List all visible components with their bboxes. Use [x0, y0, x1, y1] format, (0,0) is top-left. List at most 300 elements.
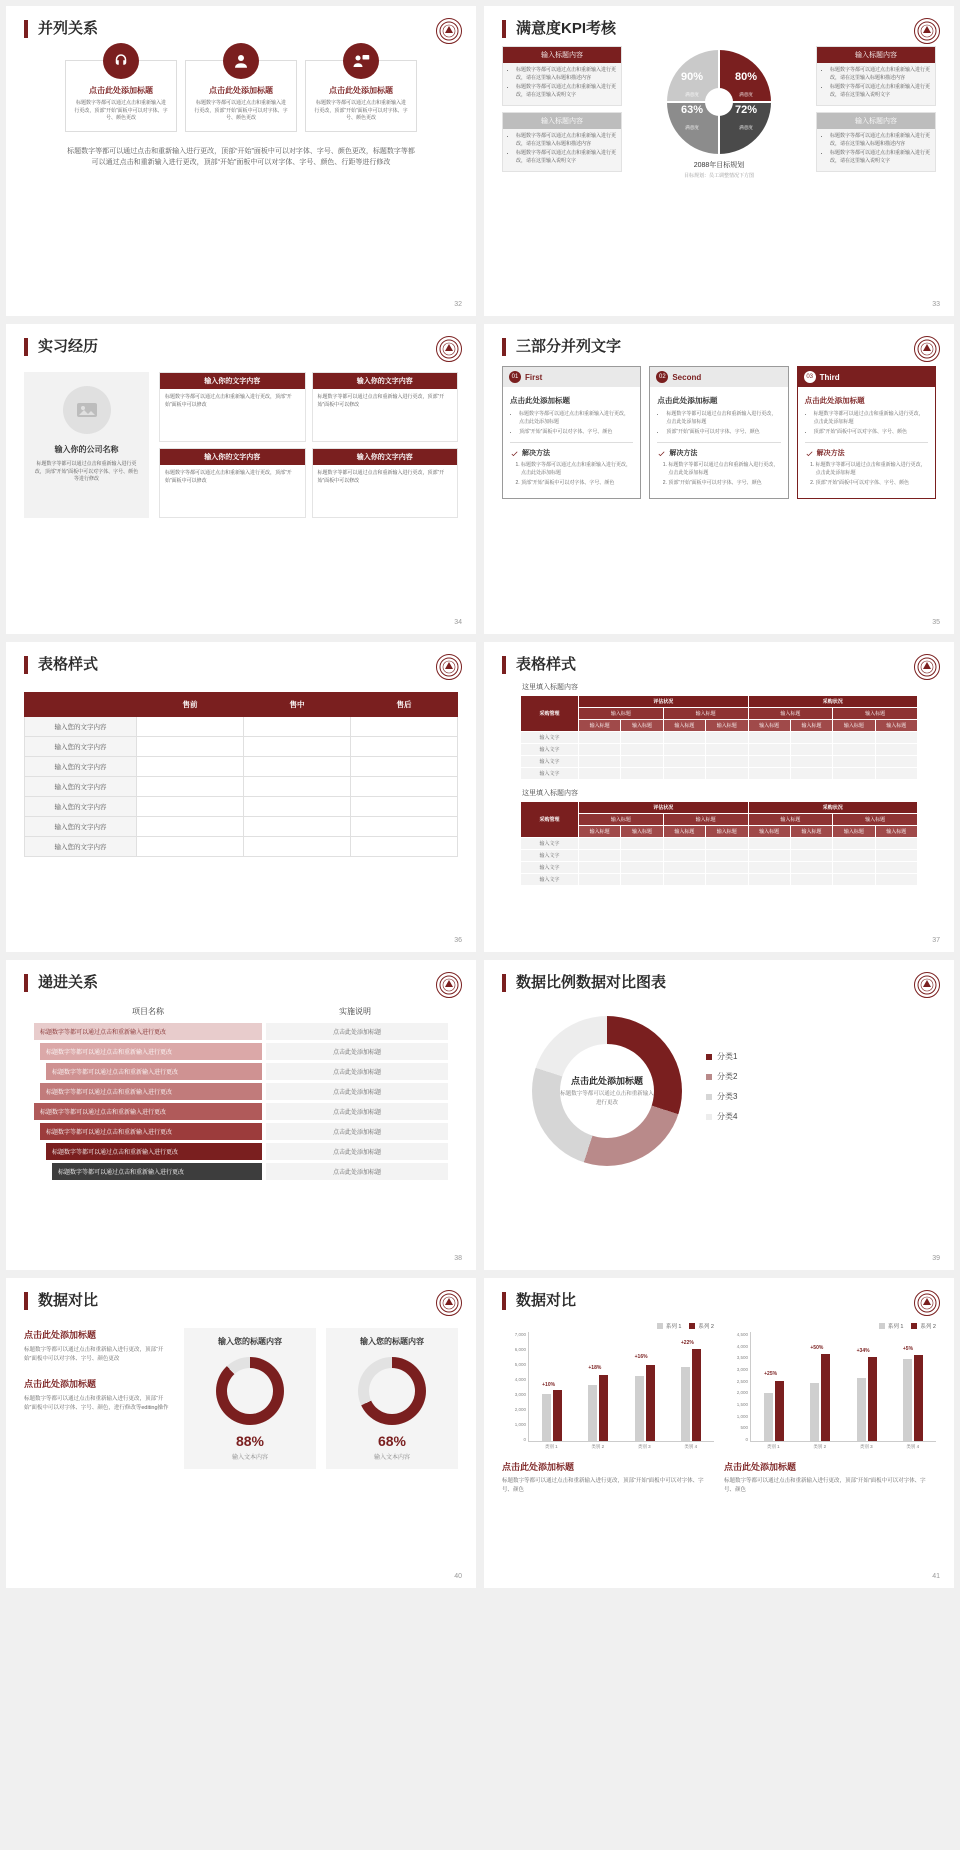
cell[interactable] [244, 777, 351, 797]
card-body: 标题数字等都可以通过点击和重新输入进行更改，顶部“开始”面板中可以对字体、字号、颜色更改 [74, 100, 168, 121]
row-bar[interactable]: 标题数字等都可以通过点击和重新输入进行更改 [52, 1163, 262, 1180]
page-number: 37 [932, 937, 940, 944]
subsub-header: 输入标题 [833, 720, 875, 732]
page-title: 数据对比 [502, 1292, 936, 1310]
column-body [798, 387, 935, 498]
row-label[interactable]: 输入您的文字内容 [25, 817, 137, 837]
cell-body: 标题数字等都可以通过点击和重新输入进行更改，顶部“开始”面板中可以修改 [160, 389, 305, 441]
cell-header: 输入你的文字内容 [313, 449, 458, 465]
chart-legend [706, 1051, 737, 1131]
cell[interactable] [351, 837, 458, 857]
bar-annotation: +18% [588, 1364, 602, 1371]
slide-38 [6, 960, 476, 1270]
cell[interactable] [351, 717, 458, 737]
block-heading: 点击此处添加标题 [24, 1330, 97, 1340]
solution-label: 解决方法 [522, 450, 550, 458]
row-label[interactable]: 输入文字 [521, 862, 579, 874]
subsub-header: 输入标题 [706, 826, 748, 838]
university-seal-logo [914, 336, 940, 362]
company-panel[interactable] [24, 372, 149, 518]
legend-item[interactable]: 分类2 [706, 1071, 737, 1082]
cell[interactable] [137, 837, 244, 857]
cell[interactable] [244, 817, 351, 837]
row-bar[interactable]: 标题数字等都可以通过点击和重新输入进行更改 [46, 1143, 262, 1160]
column-body [650, 387, 787, 498]
company-name: 输入你的公司名称 [54, 445, 119, 454]
cell[interactable] [351, 817, 458, 837]
page-title: 满意度KPI考核 [502, 20, 936, 38]
step: 1. 标题数字等都可以通过点击和重新输入进行更改，点击此处添加标题 [668, 462, 780, 478]
page-number: 36 [454, 937, 462, 944]
legend-item[interactable]: 系列 2 [689, 1322, 714, 1330]
step: 2. 顶部“开始”面板中可以对字体、字号、颜色 [668, 480, 780, 488]
bullet: • 顶部“开始”面板中可以对字体、字号、颜色 [519, 429, 633, 437]
cell[interactable] [351, 737, 458, 757]
row-label[interactable]: 输入您的文字内容 [25, 777, 137, 797]
card-title: 点击此处添加标题 [89, 86, 153, 95]
progressive-row [34, 1063, 448, 1080]
info-item: • 标题数字等都可以通过点击和重新输入进行更改，请在这里输入说明文字 [830, 150, 930, 165]
chart-legend [724, 1322, 936, 1330]
row-bar[interactable]: 标题数字等都可以通过点击和重新输入进行更改 [40, 1083, 262, 1100]
info-box-body [503, 129, 621, 171]
donut-title: 点击此处添加标题 [570, 1076, 643, 1087]
column-body [503, 387, 640, 498]
group-header: 评估状况 [579, 696, 749, 708]
page-title: 数据比例数据对比图表 [502, 974, 936, 992]
table-row [25, 717, 458, 737]
table-subheader-row [521, 814, 918, 826]
table-row [25, 817, 458, 837]
kpi-note [684, 160, 754, 179]
cell-body: 标题数字等都可以通过点击和重新输入进行更改，顶部“开始”面板中可以修改 [313, 465, 458, 517]
table-row [521, 744, 918, 756]
legend-item[interactable]: 分类4 [706, 1111, 737, 1122]
row-label[interactable]: 输入您的文字内容 [25, 837, 137, 857]
data-table [24, 692, 458, 857]
purchase-table-1 [520, 695, 918, 780]
slide-34 [6, 324, 476, 634]
card-heading: 输入您的标题内容 [218, 1337, 282, 1346]
cell[interactable] [351, 777, 458, 797]
row-desc[interactable]: 点击此处添加标题 [266, 1163, 448, 1180]
column-heading: 点击此处添加标题 [510, 396, 570, 405]
table-row [521, 756, 918, 768]
progressive-row [34, 1083, 448, 1100]
progressive-row [34, 1043, 448, 1060]
bullet: • 标题数字等都可以通过点击和重新输入进行更改，点击此处添加标题 [519, 411, 633, 427]
table-subheader-row [521, 708, 918, 720]
check-icon [510, 449, 519, 458]
caption-body: 标题数字等都可以通过点击和重新输入进行更改，顶部“开始”面板中可以对字体、字号、颜色 [502, 1478, 704, 1494]
kpi-left-column [502, 46, 622, 179]
kpi-note-title: 2088年目标规划 [693, 162, 745, 169]
bullet: • 标题数字等都可以通过点击和重新输入进行更改，点击此处添加标题 [666, 411, 780, 427]
subsub-header: 输入标题 [748, 826, 790, 838]
card-title: 点击此处添加标题 [329, 86, 393, 95]
row-label[interactable]: 输入您的文字内容 [25, 717, 137, 737]
cell[interactable] [137, 797, 244, 817]
column-third[interactable] [797, 366, 936, 499]
card-heading: 输入您的标题内容 [360, 1337, 424, 1346]
caption-body: 标题数字等都可以通过点击和重新输入进行更改，顶部“开始”面板中可以对字体、字号、颜色 [724, 1478, 926, 1494]
slide-35 [484, 324, 954, 634]
row-desc[interactable]: 点击此处添加标题 [266, 1143, 448, 1160]
info-box[interactable] [502, 46, 622, 106]
legend-item[interactable]: 系列 1 [657, 1322, 682, 1330]
caption-title: 点击此处添加标题 [502, 1462, 575, 1472]
table-row [25, 757, 458, 777]
row-desc[interactable]: 点击此处添加标题 [266, 1023, 448, 1040]
subsub-header: 输入标题 [579, 720, 621, 732]
column-number: 01 [509, 371, 521, 383]
info-item: • 标题数字等都可以通过点击和重新输入进行更改，请在这里输入说明文字 [830, 84, 930, 99]
column-heading: 点击此处添加标题 [804, 396, 865, 405]
corner-header: 采购管理 [521, 802, 579, 838]
slide-36 [6, 642, 476, 952]
info-box-header: 输入标题内容 [817, 47, 935, 63]
table-row [25, 837, 458, 857]
info-item: • 标题数字等都可以通过点击和重新输入进行更改，请在这里输入标题和描述内容 [516, 67, 616, 82]
row-label[interactable]: 输入文字 [521, 744, 579, 756]
card-title: 点击此处添加标题 [209, 86, 273, 95]
row-bar[interactable]: 标题数字等都可以通过点击和重新输入进行更改 [46, 1063, 262, 1080]
page-title: 三部分并列文字 [502, 338, 936, 356]
cell-body: 标题数字等都可以通过点击和重新输入进行更改，顶部“开始”面板中可以修改 [160, 465, 305, 517]
bar-annotation: +34% [856, 1348, 870, 1355]
x-axis: 类别 1 类别 2 类别 3 类别 4 [544, 1444, 698, 1449]
sub-header: 输入标题 [663, 814, 748, 826]
info-item: • 标题数字等都可以通过点击和重新输入进行更改，请在这里输入标题和描述内容 [830, 67, 930, 82]
row-label[interactable]: 输入文字 [521, 756, 579, 768]
experience-cell[interactable] [312, 448, 459, 518]
col-header-blank [25, 693, 137, 717]
cell[interactable] [137, 717, 244, 737]
progressive-row [34, 1103, 448, 1120]
text-column [24, 1328, 174, 1469]
subsub-header: 输入标题 [790, 720, 832, 732]
y-axis: 4,500 4,000 3,500 3,000 2,500 2,000 1,500 1,000 500 0 [736, 1332, 748, 1442]
step: 2. 顶部“开始”面板中可以对字体、字号、颜色 [521, 480, 633, 488]
cell[interactable] [351, 757, 458, 777]
kpi-value-2: 80% 满意度 [734, 71, 757, 97]
page-number: 33 [932, 301, 940, 308]
sub-header: 输入标题 [748, 814, 833, 826]
row-label[interactable]: 输入您的文字内容 [25, 757, 137, 777]
sub-header: 输入标题 [579, 814, 664, 826]
bar-group[interactable] [857, 1332, 877, 1441]
solution-label: 解决方法 [669, 450, 698, 458]
card-body: 标题数字等都可以通过点击和重新输入进行更改，顶部“开始”面板中可以对字体、字号、颜色更改 [194, 100, 288, 121]
bar-group[interactable] [681, 1332, 701, 1441]
percent-value: 88% [235, 1433, 265, 1449]
card-item[interactable] [65, 60, 177, 132]
column-number: 03 [804, 371, 816, 383]
info-item: • 标题数字等都可以通过点击和重新输入进行更改，请在这里输入说明文字 [516, 84, 616, 99]
cell[interactable] [244, 797, 351, 817]
col-header-desc: 实施说明 [339, 1007, 371, 1016]
legend-item[interactable]: 分类3 [706, 1091, 737, 1102]
solution-header [805, 442, 928, 458]
sub-header: 输入标题 [579, 708, 664, 720]
row-label[interactable]: 输入您的文字内容 [25, 737, 137, 757]
row-label[interactable]: 输入文字 [521, 768, 579, 780]
subsub-header: 输入标题 [663, 720, 705, 732]
caption-title: 点击此处添加标题 [724, 1462, 797, 1472]
bar-group[interactable] [903, 1332, 923, 1441]
solution-header [657, 442, 780, 458]
info-item: • 标题数字等都可以通过点击和重新输入进行更改，请在这里输入标题和描述内容 [516, 133, 616, 148]
block-body: 标题数字等都可以通过点击和重新输入进行更改，顶部“开始”面板中可以对字体、字号、颜色，进行修改等editing操作 [24, 1395, 169, 1412]
subsub-header: 输入标题 [706, 720, 748, 732]
university-seal-logo [436, 336, 462, 362]
footer-text: 标题数字等都可以通过点击和重新输入进行更改，顶部“开始”面板中可以对字体、字号、颜色更改，标题数字等都可以通过点击和重新输入进行更改，顶部“开始”面板中可以对字体、字号、颜色、行距等进行修改 [67, 147, 415, 167]
kpi-note-sub: 目标规划：员工调整情况下方图 [683, 173, 754, 179]
info-item: • 标题数字等都可以通过点击和重新输入进行更改，请在这里输入说明文字 [516, 150, 616, 165]
col-header-aftersale: 售后 [351, 693, 458, 717]
column-header [798, 367, 935, 387]
percent-value: 68% [377, 1433, 407, 1449]
cell[interactable] [244, 737, 351, 757]
university-seal-logo [914, 972, 940, 998]
progress-card[interactable] [326, 1328, 458, 1469]
bar-group[interactable] [810, 1332, 830, 1441]
column-label: Third [819, 372, 840, 382]
cell[interactable] [137, 817, 244, 837]
page-number: 34 [454, 619, 462, 626]
card-row [24, 60, 458, 132]
group-header: 评估状况 [579, 802, 749, 814]
university-seal-logo [914, 18, 940, 44]
bar-annotation: +25% [764, 1371, 778, 1378]
progress-card[interactable] [184, 1328, 316, 1469]
bar-annotation: +10% [542, 1382, 556, 1389]
subsub-header: 输入标题 [621, 826, 663, 838]
table-row [521, 850, 918, 862]
table-row [521, 862, 918, 874]
progressive-row [34, 1163, 448, 1180]
cell[interactable] [244, 837, 351, 857]
solution-header [510, 442, 633, 458]
subsub-header: 输入标题 [579, 826, 621, 838]
cell[interactable] [244, 757, 351, 777]
three-column-layout [502, 366, 936, 499]
chart-caption [724, 1460, 936, 1496]
info-box[interactable] [816, 46, 936, 106]
subsub-header: 输入标题 [790, 826, 832, 838]
table-header-row [25, 693, 458, 717]
table-row [25, 777, 458, 797]
bar-group[interactable] [588, 1332, 608, 1441]
info-item: • 标题数字等都可以通过点击和重新输入进行更改，请在这里输入标题和描述内容 [830, 133, 930, 148]
page-title: 表格样式 [24, 656, 458, 674]
comparison-layout [24, 1328, 458, 1469]
column-heading: 点击此处添加标题 [657, 396, 718, 405]
bar-group[interactable] [542, 1332, 562, 1441]
bar-chart-left [502, 1322, 714, 1496]
row-desc[interactable]: 点击此处添加标题 [266, 1123, 448, 1140]
table-row [521, 768, 918, 780]
row-bar[interactable]: 标题数字等都可以通过点击和重新输入进行更改 [40, 1043, 262, 1060]
subsub-header: 输入标题 [875, 826, 917, 838]
table-row [521, 838, 918, 850]
page-number: 40 [454, 1573, 462, 1580]
university-seal-logo [436, 1290, 462, 1316]
y-axis: 7,000 6,000 5,000 4,000 3,000 2,000 1,000 0 [514, 1332, 526, 1442]
solution-label: 解决方法 [816, 450, 845, 458]
progress-ring [358, 1357, 426, 1425]
user-speech-icon [343, 43, 379, 79]
table-caption: 这里填入标题内容 [522, 684, 578, 691]
row-bar[interactable]: 标题数字等都可以通过点击和重新输入进行更改 [34, 1103, 262, 1120]
info-box-header: 输入标题内容 [503, 47, 621, 63]
subsub-header: 输入标题 [663, 826, 705, 838]
sub-header: 输入标题 [833, 708, 918, 720]
card-body: 标题数字等都可以通过点击和重新输入进行更改，顶部“开始”面板中可以对字体、字号、颜色更改 [314, 100, 408, 121]
bars [750, 1332, 936, 1442]
card-sub: 输入文本内容 [231, 1455, 268, 1461]
kpi-chart-area [628, 46, 810, 179]
check-icon [805, 449, 814, 458]
column-number: 02 [656, 371, 668, 383]
progressive-row [34, 1023, 448, 1040]
progress-ring [216, 1357, 284, 1425]
bar-annotation: +16% [634, 1353, 648, 1360]
table-subsub-row [521, 720, 918, 732]
cell[interactable] [137, 777, 244, 797]
block-body: 标题数字等都可以通过点击和重新输入进行更改，顶部“开始”面板中可以对字体、字号、颜色更改 [24, 1347, 164, 1363]
image-placeholder-icon [63, 386, 111, 434]
corner-header: 采购管理 [521, 696, 579, 732]
experience-cell[interactable] [159, 372, 306, 442]
bar-group[interactable] [764, 1332, 784, 1441]
legend-item[interactable]: 分类1 [706, 1051, 737, 1062]
row-label[interactable]: 输入文字 [521, 838, 579, 850]
info-box[interactable] [502, 112, 622, 172]
x-axis: 类别 1 类别 2 类别 3 类别 4 [766, 1444, 920, 1449]
donut-chart [532, 1016, 682, 1166]
kpi-donut-chart [667, 50, 771, 154]
col-header-insale: 售中 [244, 693, 351, 717]
progressive-row [34, 1143, 448, 1160]
legend-item[interactable]: 系列 1 [879, 1322, 904, 1330]
card-item[interactable] [185, 60, 297, 132]
bars [528, 1332, 714, 1442]
row-desc[interactable]: 点击此处添加标题 [266, 1063, 448, 1080]
slide-33 [484, 6, 954, 316]
table-row [25, 737, 458, 757]
page-title: 表格样式 [502, 656, 936, 674]
cell[interactable] [137, 757, 244, 777]
row-desc[interactable]: 点击此处添加标题 [266, 1083, 448, 1100]
table-row [521, 732, 918, 744]
chart-legend [502, 1322, 714, 1330]
slide-39 [484, 960, 954, 1270]
subsub-header: 输入标题 [875, 720, 917, 732]
progressive-row [34, 1123, 448, 1140]
row-bar[interactable]: 标题数字等都可以通过点击和重新输入进行更改 [40, 1123, 262, 1140]
bar-chart-right [724, 1322, 936, 1496]
column-first[interactable] [502, 366, 641, 499]
purchase-table-2 [520, 801, 918, 886]
kpi-right-column [816, 46, 936, 179]
info-box-body [503, 63, 621, 105]
row-label[interactable]: 输入文字 [521, 850, 579, 862]
kpi-value-4: 72% 满意度 [734, 104, 757, 130]
bar-group[interactable] [635, 1332, 655, 1441]
card-item[interactable] [305, 60, 417, 132]
cell[interactable] [351, 797, 458, 817]
column-second[interactable] [649, 366, 788, 499]
university-seal-logo [436, 18, 462, 44]
step: 2. 顶部“开始”面板中可以对字体、字号、颜色 [816, 480, 928, 488]
info-box-body [817, 129, 935, 171]
page-title: 实习经历 [24, 338, 458, 356]
row-desc[interactable]: 点击此处添加标题 [266, 1103, 448, 1120]
sub-header: 输入标题 [663, 708, 748, 720]
row-label[interactable]: 输入文字 [521, 732, 579, 744]
cell-header: 输入你的文字内容 [160, 449, 305, 465]
group-header: 采购状况 [748, 802, 918, 814]
university-seal-logo [914, 654, 940, 680]
info-box-header: 输入标题内容 [503, 113, 621, 129]
table-row [521, 874, 918, 886]
table-subsub-row [521, 826, 918, 838]
row-desc[interactable]: 点击此处添加标题 [266, 1043, 448, 1060]
table-caption: 这里填入标题内容 [522, 790, 578, 797]
row-bar[interactable]: 标题数字等都可以通过点击和重新输入进行更改 [34, 1023, 262, 1040]
subsub-header: 输入标题 [833, 826, 875, 838]
bar-annotation: +5% [902, 1346, 914, 1353]
donut-center-label [560, 1044, 654, 1138]
row-label[interactable]: 输入您的文字内容 [25, 797, 137, 817]
cell[interactable] [137, 737, 244, 757]
cell-header: 输入你的文字内容 [313, 373, 458, 389]
experience-cell[interactable] [312, 372, 459, 442]
bar-charts-layout [502, 1322, 936, 1496]
step: 1. 标题数字等都可以通过点击和重新输入进行更改，点击此处添加标题 [521, 462, 633, 478]
experience-cell[interactable] [159, 448, 306, 518]
row-label[interactable]: 输入文字 [521, 874, 579, 886]
page-number: 32 [454, 301, 462, 308]
subsub-header: 输入标题 [621, 720, 663, 732]
info-box-header: 输入标题内容 [817, 113, 935, 129]
bullet: • 顶部“开始”面板中可以对字体、字号、颜色 [814, 429, 928, 437]
kpi-value-1: 90% 满意度 [681, 71, 704, 97]
university-seal-logo [914, 1290, 940, 1316]
page-title: 并列关系 [24, 20, 458, 38]
university-seal-logo [436, 972, 462, 998]
column-label: First [525, 372, 543, 382]
bullet: • 标题数字等都可以通过点击和重新输入进行更改，点击此处添加标题 [814, 411, 928, 427]
page-number: 39 [932, 1255, 940, 1262]
bar-annotation: +50% [810, 1345, 824, 1352]
bullet: • 顶部“开始”面板中可以对字体、字号、颜色 [666, 429, 780, 437]
col-header-presale: 售前 [137, 693, 244, 717]
sub-header: 输入标题 [748, 708, 833, 720]
chart-plot-area [502, 1332, 714, 1442]
chart-caption [502, 1460, 714, 1496]
cell[interactable] [244, 717, 351, 737]
page-title: 递进关系 [24, 974, 458, 992]
table-row [25, 797, 458, 817]
slide-37 [484, 642, 954, 952]
table-header-row [521, 696, 918, 708]
cell-body: 标题数字等都可以通过点击和重新输入进行更改，顶部“开始”面板中可以修改 [313, 389, 458, 441]
legend-item[interactable]: 系列 2 [911, 1322, 936, 1330]
info-box[interactable] [816, 112, 936, 172]
experience-cells [159, 372, 458, 518]
